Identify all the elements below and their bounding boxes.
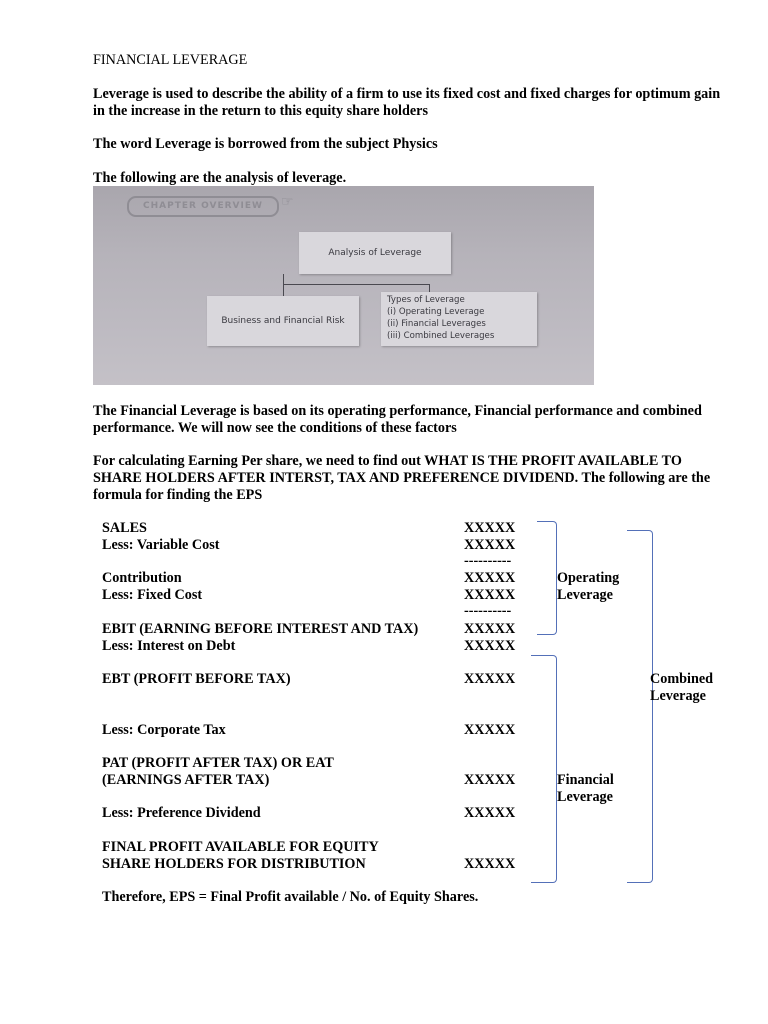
business-financial-risk-label: Business and Financial Risk [221, 316, 345, 326]
eps-intro-paragraph: For calculating Earning Per share, we need to find out WHAT IS THE PROFIT AVAILABLE TO SHARE HOLDERS AFTER INTERST, TAX AND PREFERENCE DIVIDEND. The following are the formula for finding the EPS [93, 453, 711, 503]
row-contribution-label: Contribution [102, 570, 182, 586]
row-sales-value: XXXXX [464, 520, 516, 536]
operating-leverage-bracket [537, 521, 557, 635]
types-of-leverage-item: (i) Operating Leverage [387, 307, 485, 317]
row-ebt-value: XXXXX [464, 671, 516, 687]
types-of-leverage-item: (ii) Financial Leverages [387, 319, 486, 329]
connector-line [429, 284, 430, 292]
connector-line [283, 284, 284, 296]
separator-line: ---------- [464, 553, 512, 569]
row-ebit-label: EBIT (EARNING BEFORE INTEREST AND TAX) [102, 621, 419, 637]
financial-leverage-label: Financial [557, 772, 614, 788]
row-preference-dividend-value: XXXXX [464, 805, 516, 821]
separator-line: ---------- [464, 603, 512, 619]
types-of-leverage-heading: Types of Leverage [387, 295, 465, 305]
analysis-of-leverage-box [299, 232, 451, 274]
performance-paragraph: The Financial Leverage is based on its operating performance, Financial performance and combined performance. We will now see the conditions of these factors [93, 403, 702, 436]
row-variable-cost-value: XXXXX [464, 537, 516, 553]
row-interest-value: XXXXX [464, 638, 516, 654]
row-contribution-value: XXXXX [464, 570, 516, 586]
combined-leverage-label: Leverage [650, 688, 706, 704]
row-final-profit-value: XXXXX [464, 856, 516, 872]
combined-leverage-label: Combined [650, 671, 714, 687]
combined-leverage-bracket [627, 530, 653, 883]
connector-line [283, 284, 429, 285]
analysis-intro: The following are the analysis of leverage. [93, 170, 347, 186]
pointing-hand-icon: ☞ [281, 194, 294, 210]
row-pat-value: XXXXX [464, 772, 516, 788]
row-corporate-tax-value: XXXXX [464, 722, 516, 738]
leverage-origin: The word Leverage is borrowed from the subject Physics [93, 136, 438, 152]
leverage-definition: Leverage is used to describe the ability of a firm to use its fixed cost and fixed charges for optimum gain in the increase in the return to this equity share holders [93, 86, 721, 119]
row-interest-label: Less: Interest on Debt [102, 638, 236, 654]
row-fixed-cost-label: Less: Fixed Cost [102, 587, 203, 603]
chapter-overview-photo [93, 186, 594, 385]
operating-leverage-label: Operating [557, 570, 620, 586]
row-preference-dividend-label: Less: Preference Dividend [102, 805, 261, 821]
row-ebit-value: XXXXX [464, 621, 516, 637]
row-ebt-label: EBT (PROFIT BEFORE TAX) [102, 671, 291, 687]
types-of-leverage-box [381, 292, 537, 346]
financial-leverage-label: Leverage [557, 789, 613, 805]
types-of-leverage-item: (iii) Combined Leverages [387, 331, 495, 341]
row-final-profit-label: FINAL PROFIT AVAILABLE FOR EQUITY [102, 839, 379, 855]
financial-leverage-bracket [531, 655, 557, 883]
operating-leverage-label: Leverage [557, 587, 613, 603]
row-corporate-tax-label: Less: Corporate Tax [102, 722, 226, 738]
row-pat-label: PAT (PROFIT AFTER TAX) OR EAT [102, 755, 334, 771]
row-pat-label: (EARNINGS AFTER TAX) [102, 772, 270, 788]
chapter-overview-badge: CHAPTER OVERVIEW [127, 196, 279, 217]
connector-line [283, 274, 284, 284]
document-title: FINANCIAL LEVERAGE [93, 52, 248, 68]
row-fixed-cost-value: XXXXX [464, 587, 516, 603]
analysis-of-leverage-label: Analysis of Leverage [328, 248, 422, 258]
row-sales-label: SALES [102, 520, 147, 536]
row-final-profit-label: SHARE HOLDERS FOR DISTRIBUTION [102, 856, 366, 872]
row-variable-cost-label: Less: Variable Cost [102, 537, 220, 553]
eps-formula: Therefore, EPS = Final Profit available / No. of Equity Shares. [102, 889, 479, 905]
business-financial-risk-box [207, 296, 359, 346]
